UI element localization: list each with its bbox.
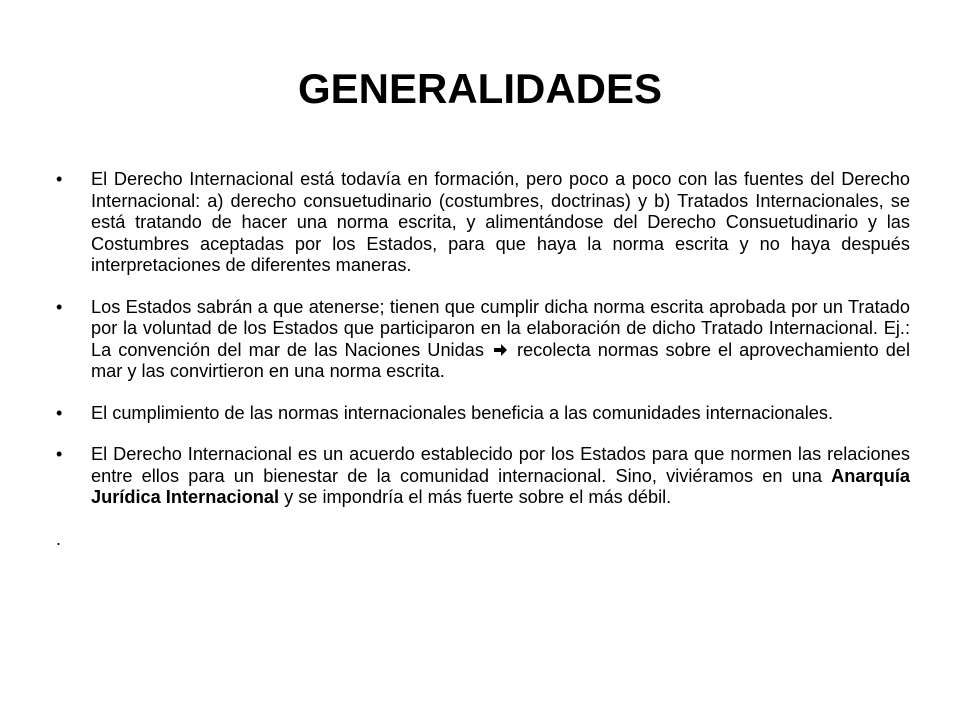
list-item [56, 169, 910, 277]
bullet-marker: • [56, 402, 63, 423]
right-arrow-icon [493, 343, 508, 357]
list-item [56, 297, 910, 383]
bullet-text-after-arrow: recolecta normas sobre el aprovechamiento del mar y las convirtieron en una norma escrita. [91, 339, 910, 381]
bullet-marker: • [56, 444, 63, 464]
bullet-text-before-arrow: Los Estados sabrán a que atenerse; tienen que cumplir dicha norma escrita aprobada por un Tratado por la voluntad de los Estados que participaron en la elaboración de dicho Tratado Internacional. Ej.: La convención del mar de las Naciones Unidas [91, 296, 910, 360]
bullet-marker: . [56, 528, 62, 549]
bullet-text [91, 444, 910, 509]
bullet-marker: • [56, 169, 63, 189]
slide-title: GENERALIDADES [297, 65, 663, 112]
bullet-list [56, 169, 910, 570]
list-item [56, 444, 910, 509]
bullet-text-before-bold: El Derecho Internacional es un acuerdo establecido por los Estados para que normen las relaciones entre ellos para un bienestar de la comunidad internacional. Sino, viviéramos en una [91, 444, 910, 486]
bullet-marker: • [56, 296, 63, 317]
bullet-text [91, 297, 910, 383]
list-item [56, 403, 910, 425]
bullet-text: El Derecho Internacional está todavía en formación, pero poco a poco con las fuentes del Derecho Internacional: a) derecho consuetudinario (costumbres, doctrinas) y b) Tratados Internacionales, se está tratando de hacer una norma escrita, y alimentándose del Derecho Consuetudinario y las Costumbres aceptadas por los Estados, para que haya la norma escrita y no haya después interpretaciones de diferentes maneras. [91, 169, 910, 275]
list-item [56, 529, 910, 551]
bullet-text-after-bold: y se impondría el más fuerte sobre el más débil. [284, 487, 672, 507]
bold-term: Anarquía Jurídica Internacional [91, 465, 910, 507]
bullet-text: El cumplimiento de las normas internacionales beneficia a las comunidades internacionales. [91, 402, 834, 423]
